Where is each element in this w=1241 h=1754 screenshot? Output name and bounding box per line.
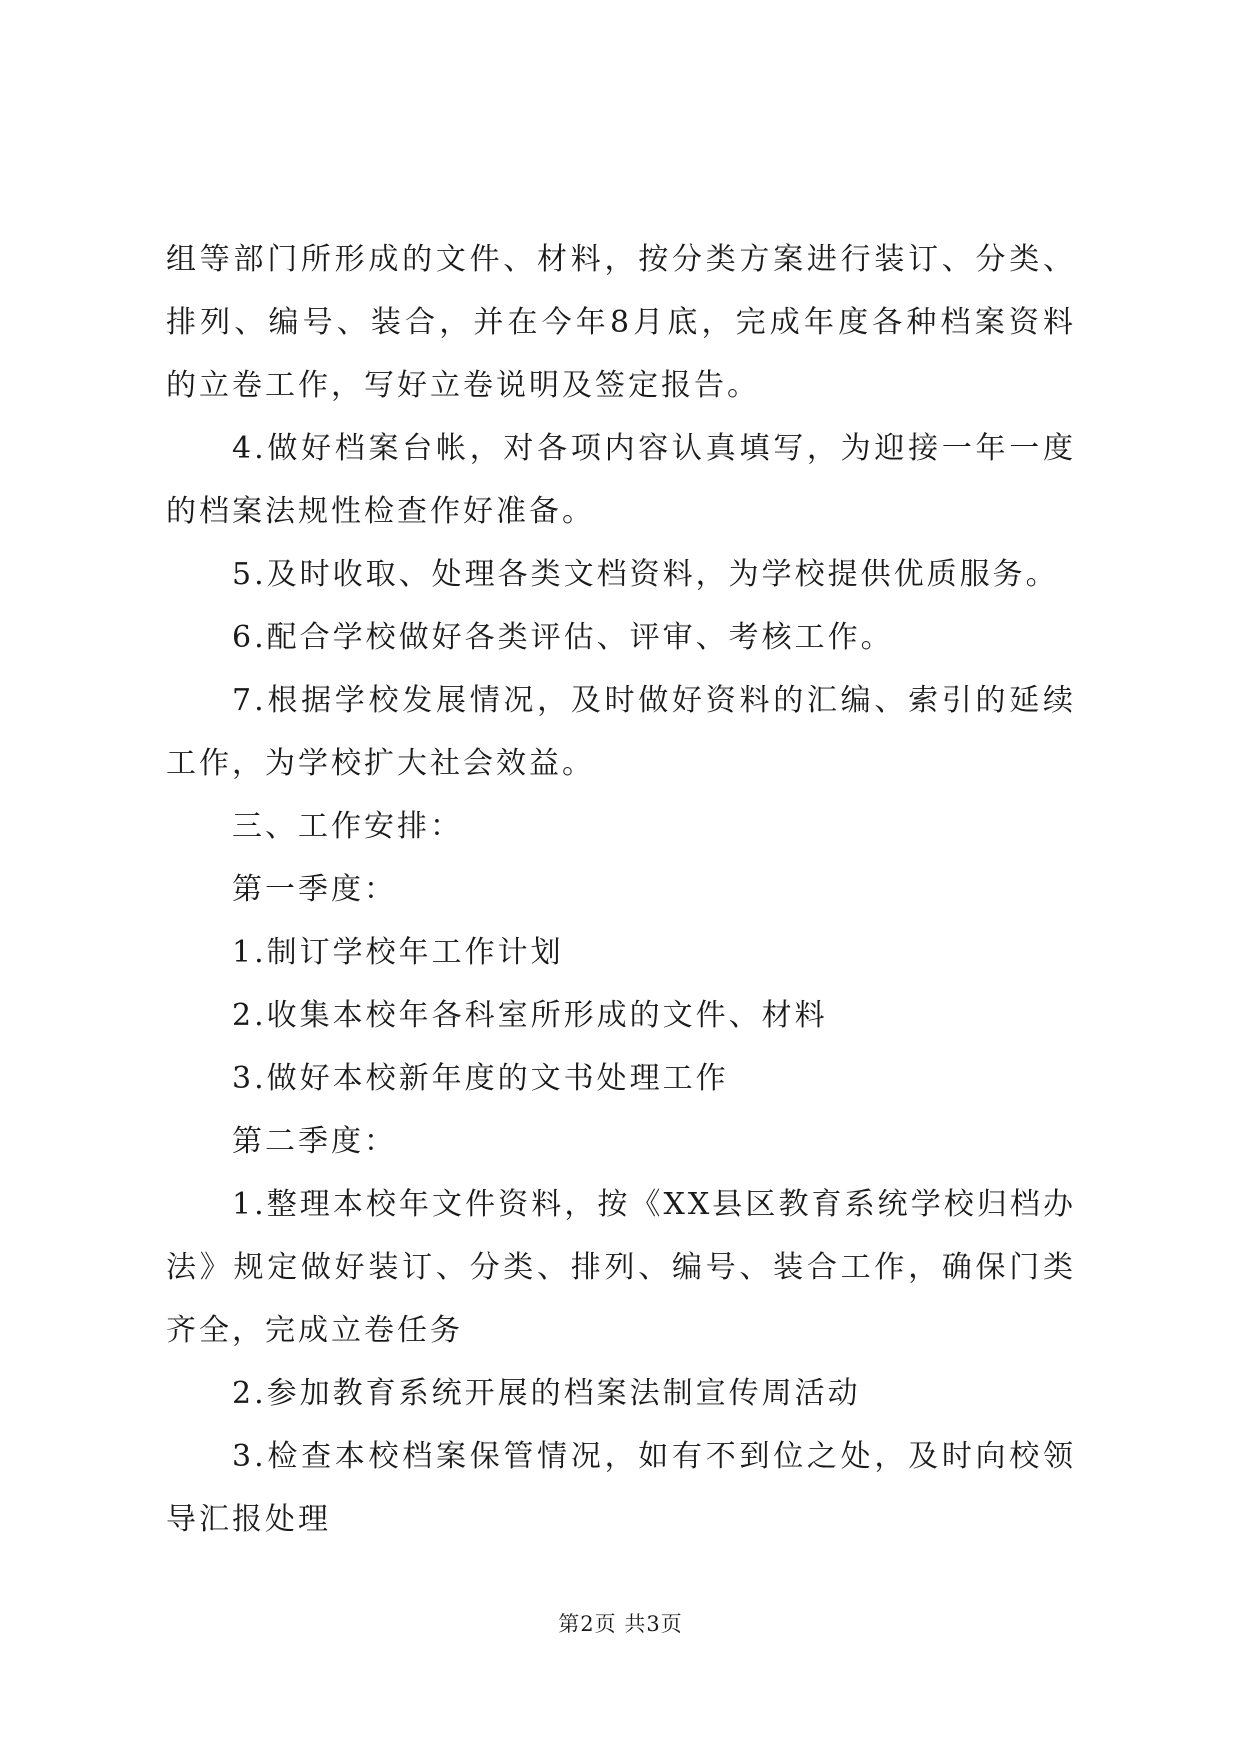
paragraph: 6.配合学校做好各类评估、评审、考核工作。: [232, 620, 894, 655]
list-item: 1.整理本校年文件资料，按《XX县区教育系统学校归档办法》规定做好装订、分类、排列、编号、装合工作，确保门类齐全，完成立卷任务: [166, 1187, 1076, 1348]
paragraph: 5.及时收取、处理各类文档资料，为学校提供优质服务。: [232, 557, 1059, 592]
list-item: 2.参加教育系统开展的档案法制宣传周活动: [232, 1376, 861, 1411]
section-heading: 三、工作安排：: [232, 809, 463, 844]
document-body: [166, 228, 1076, 1551]
subsection-heading: 第二季度：: [232, 1124, 397, 1159]
page-number: 第2页 共3页: [558, 1612, 683, 1636]
list-item: 1.制订学校年工作计划: [232, 935, 564, 970]
subsection-heading: 第一季度：: [232, 872, 397, 907]
list-item: 3.做好本校新年度的文书处理工作: [232, 1061, 729, 1096]
paragraph: 4.做好档案台帐，对各项内容认真填写，为迎接一年一度的档案法规性检查作好准备。: [166, 431, 1076, 529]
list-item: 3.检查本校档案保管情况，如有不到位之处，及时向校领导汇报处理: [166, 1439, 1076, 1537]
list-item: 2.收集本校年各科室所形成的文件、材料: [232, 998, 828, 1033]
paragraph: 7.根据学校发展情况，及时做好资料的汇编、索引的延续工作，为学校扩大社会效益。: [166, 683, 1076, 781]
paragraph: 组等部门所形成的文件、材料，按分类方案进行装订、分类、排列、编号、装合，并在今年8月底，完成年度各种档案资料的立卷工作，写好立卷说明及签定报告。: [166, 242, 1076, 403]
